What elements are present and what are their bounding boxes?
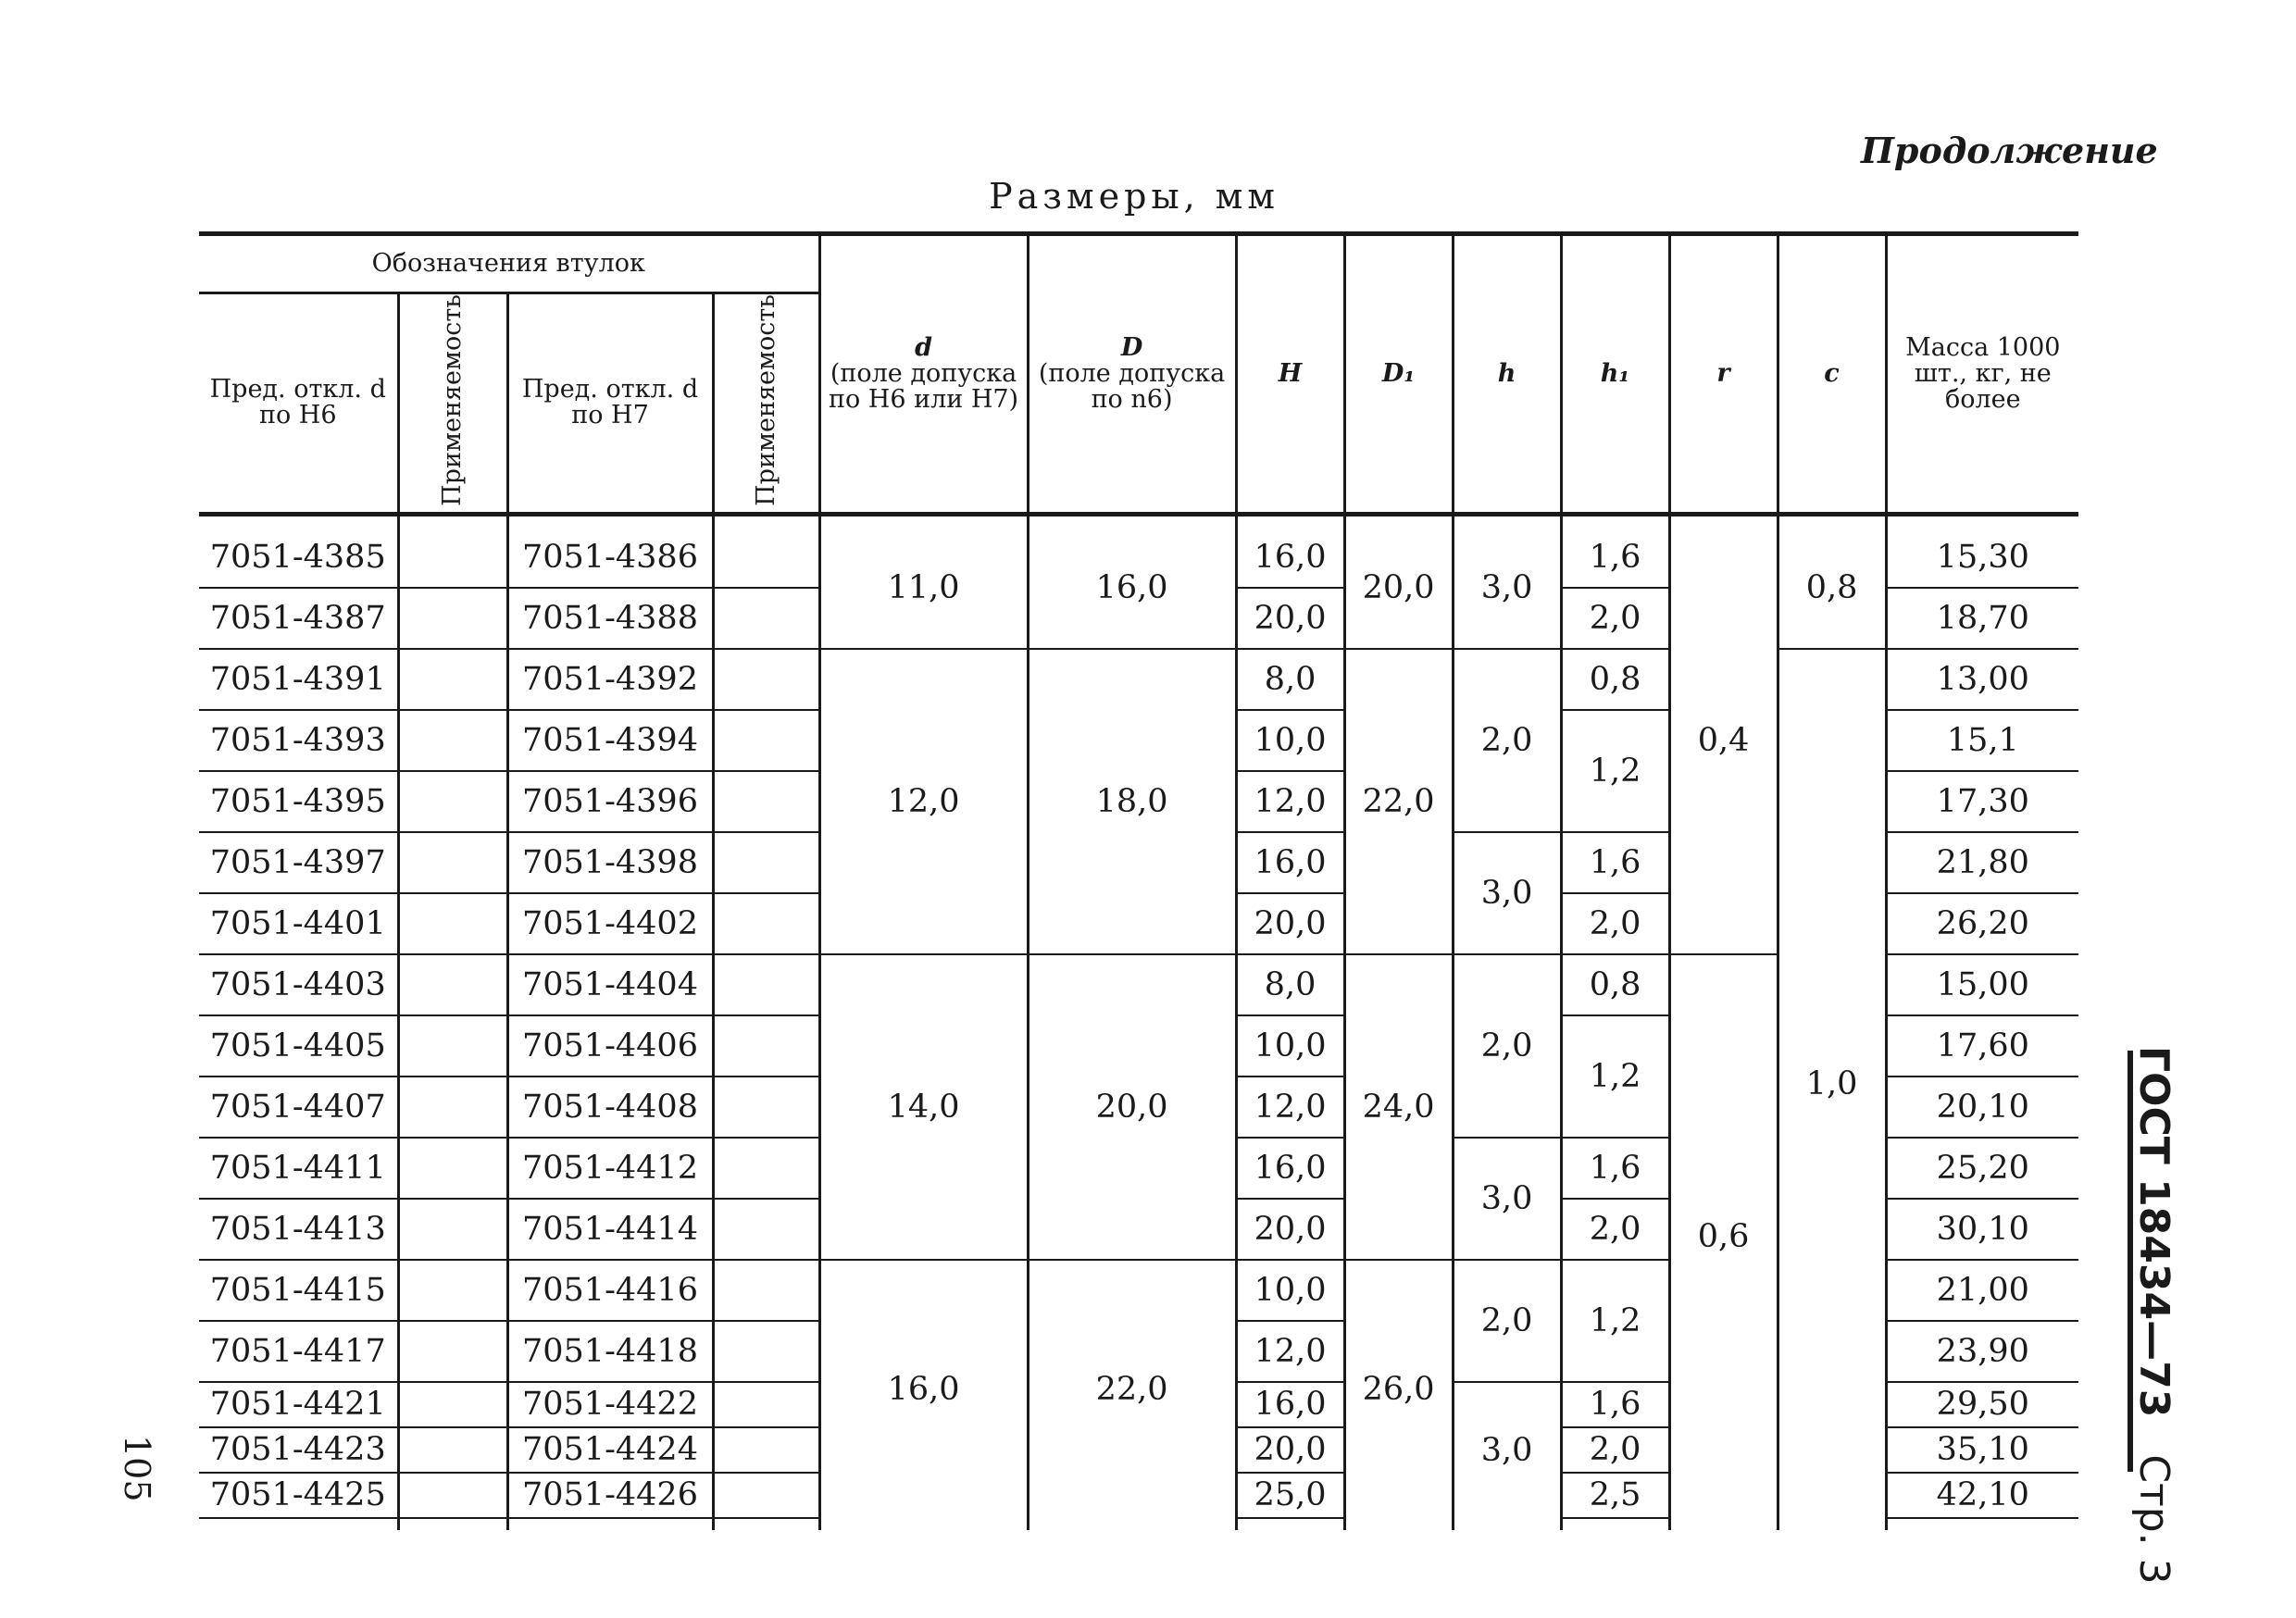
- mass-value: 18,70: [1886, 588, 2078, 649]
- applicability-cell: [398, 588, 507, 649]
- header-c: [1778, 234, 1886, 515]
- r-value: 0,4: [1669, 528, 1778, 954]
- applicability-cell: [398, 893, 507, 954]
- applicability-cell: [398, 528, 507, 588]
- H-value: 10,0: [1236, 710, 1344, 771]
- applicability-2-label: Применяемость: [751, 294, 780, 506]
- applicability-cell: [398, 1321, 507, 1382]
- mass-value: 30,10: [1886, 1199, 2078, 1260]
- header-r-symbol: r: [1716, 358, 1730, 388]
- table-header: [199, 234, 2078, 515]
- H-value: 16,0: [1236, 528, 1344, 588]
- code-h7: 7051-4412: [507, 1138, 713, 1199]
- applicability-cell: [713, 771, 819, 832]
- D-value: 18,0: [1028, 649, 1236, 954]
- h1-value: 0,8: [1561, 954, 1669, 1015]
- code-h6: 7051-4425: [199, 1473, 398, 1518]
- h-value: 2,0: [1453, 954, 1561, 1138]
- code-h6: 7051-4391: [199, 649, 398, 710]
- code-h7: 7051-4402: [507, 893, 713, 954]
- code-h7: 7051-4414: [507, 1199, 713, 1260]
- applicability-cell: [713, 1077, 819, 1138]
- header-D: [1028, 234, 1236, 515]
- code-h6: 7051-4421: [199, 1382, 398, 1427]
- code-h6: 7051-4423: [199, 1427, 398, 1473]
- table-caption: Размеры, мм: [989, 176, 1279, 217]
- code-h7: 7051-4386: [507, 528, 713, 588]
- page-number: 105: [117, 1435, 157, 1502]
- table-row: [199, 649, 2078, 710]
- code-h6: 7051-4395: [199, 771, 398, 832]
- code-h6: 7051-4411: [199, 1138, 398, 1199]
- header-D1-symbol: D₁: [1381, 358, 1416, 388]
- code-h7: 7051-4426: [507, 1473, 713, 1518]
- table-body: [199, 514, 2078, 1530]
- d-value: 14,0: [819, 954, 1028, 1260]
- applicability-cell: [713, 649, 819, 710]
- mass-value: 23,90: [1886, 1321, 2078, 1382]
- code-h6: 7051-4393: [199, 710, 398, 771]
- code-h6: 7051-4385: [199, 528, 398, 588]
- mass-value: 42,10: [1886, 1473, 2078, 1518]
- applicability-cell: [398, 1077, 507, 1138]
- h1-value: 1,2: [1561, 1260, 1669, 1382]
- code-h7: 7051-4398: [507, 832, 713, 893]
- applicability-cell: [713, 893, 819, 954]
- applicability-cell: [398, 1138, 507, 1199]
- standard-number: ГОСТ 18434—73: [2130, 1046, 2177, 1418]
- H-value: 8,0: [1236, 954, 1344, 1015]
- applicability-cell: [713, 1473, 819, 1518]
- applicability-cell: [398, 954, 507, 1015]
- h1-value: 1,2: [1561, 1015, 1669, 1138]
- mass-value: 29,50: [1886, 1382, 2078, 1427]
- h1-value: 2,5: [1561, 1473, 1669, 1518]
- H-value: 20,0: [1236, 893, 1344, 954]
- header-D1: [1344, 234, 1453, 515]
- mass-value: 15,00: [1886, 954, 2078, 1015]
- applicability-cell: [398, 649, 507, 710]
- code-h7: 7051-4416: [507, 1260, 713, 1321]
- D-value: 20,0: [1028, 954, 1236, 1260]
- code-h7: 7051-4424: [507, 1427, 713, 1473]
- standard-reference: [2130, 1046, 2177, 1585]
- header-d-desc: (поле допуска по H6 или H7): [828, 358, 1019, 414]
- mass-value: 35,10: [1886, 1427, 2078, 1473]
- applicability-cell: [713, 1321, 819, 1382]
- code-h6: 7051-4387: [199, 588, 398, 649]
- header-D-desc: (поле допуска по n6): [1038, 358, 1226, 414]
- d-value: 12,0: [819, 649, 1028, 954]
- mass-value: 20,10: [1886, 1077, 2078, 1138]
- dimensions-table: [199, 231, 2078, 1530]
- D1-value: 26,0: [1344, 1260, 1453, 1518]
- h1-value: 0,8: [1561, 649, 1669, 710]
- h1-value: 2,0: [1561, 893, 1669, 954]
- mass-value: 25,20: [1886, 1138, 2078, 1199]
- h-value: 2,0: [1453, 1260, 1561, 1382]
- applicability-cell: [713, 954, 819, 1015]
- mass-value: 13,00: [1886, 649, 2078, 710]
- H-value: 20,0: [1236, 1427, 1344, 1473]
- code-h7: 7051-4418: [507, 1321, 713, 1382]
- r-value: 0,6: [1669, 954, 1778, 1518]
- applicability-cell: [398, 1260, 507, 1321]
- applicability-cell: [398, 1199, 507, 1260]
- mass-value: 21,00: [1886, 1260, 2078, 1321]
- code-h6: 7051-4415: [199, 1260, 398, 1321]
- H-value: 16,0: [1236, 1382, 1344, 1427]
- h1-value: 1,6: [1561, 1382, 1669, 1427]
- code-h7: 7051-4408: [507, 1077, 713, 1138]
- h1-value: 1,6: [1561, 528, 1669, 588]
- H-value: 20,0: [1236, 1199, 1344, 1260]
- applicability-cell: [398, 832, 507, 893]
- h1-value: 2,0: [1561, 1427, 1669, 1473]
- H-value: 16,0: [1236, 832, 1344, 893]
- applicability-cell: [398, 1427, 507, 1473]
- applicability-cell: [713, 1382, 819, 1427]
- h-value: 3,0: [1453, 528, 1561, 649]
- applicability-cell: [713, 710, 819, 771]
- applicability-cell: [713, 1138, 819, 1199]
- header-H: [1236, 234, 1344, 515]
- header-d: [819, 234, 1028, 515]
- applicability-cell: [713, 1199, 819, 1260]
- bushing-designations-header: Обозначения втулок: [199, 234, 819, 293]
- applicability-cell: [398, 771, 507, 832]
- applicability-cell: [713, 1260, 819, 1321]
- H-value: 10,0: [1236, 1015, 1344, 1077]
- mass-value: 15,1: [1886, 710, 2078, 771]
- header-h1-symbol: h₁: [1600, 358, 1630, 388]
- code-h6: 7051-4413: [199, 1199, 398, 1260]
- header-D-symbol: D: [1120, 332, 1143, 362]
- h1-value: 2,0: [1561, 588, 1669, 649]
- applicability-cell: [398, 710, 507, 771]
- d-value: 16,0: [819, 1260, 1028, 1518]
- header-applicability-2: [713, 293, 819, 515]
- header-mass: Масса 1000 шт., кг, не более: [1886, 234, 2078, 515]
- H-value: 10,0: [1236, 1260, 1344, 1321]
- applicability-cell: [713, 1427, 819, 1473]
- D-value: 16,0: [1028, 528, 1236, 649]
- code-h6: 7051-4407: [199, 1077, 398, 1138]
- D1-value: 20,0: [1344, 528, 1453, 649]
- continued-label: Продолжение: [1861, 130, 2158, 171]
- applicability-cell: [713, 1015, 819, 1077]
- H-value: 16,0: [1236, 1138, 1344, 1199]
- applicability-1-label: Применяемость: [438, 294, 467, 506]
- h-value: 3,0: [1453, 1382, 1561, 1518]
- code-h6: 7051-4405: [199, 1015, 398, 1077]
- H-value: 8,0: [1236, 649, 1344, 710]
- D-value: 22,0: [1028, 1260, 1236, 1518]
- code-h6: 7051-4401: [199, 893, 398, 954]
- applicability-cell: [398, 1015, 507, 1077]
- header-H-symbol: H: [1278, 358, 1303, 388]
- mass-value: 15,30: [1886, 528, 2078, 588]
- applicability-cell: [713, 528, 819, 588]
- h-value: 2,0: [1453, 649, 1561, 832]
- header-h6: Пред. откл. d по H6: [209, 375, 386, 430]
- code-h7: 7051-4404: [507, 954, 713, 1015]
- D1-value: 22,0: [1344, 649, 1453, 954]
- header-r: [1669, 234, 1778, 515]
- header-h7: Пред. откл. d по H7: [507, 293, 713, 515]
- d-value: 11,0: [819, 528, 1028, 649]
- header-d-symbol: d: [915, 332, 932, 362]
- code-h7: 7051-4396: [507, 771, 713, 832]
- header-c-symbol: c: [1824, 358, 1840, 388]
- code-h7: 7051-4394: [507, 710, 713, 771]
- header-h1: [1561, 234, 1669, 515]
- applicability-cell: [713, 832, 819, 893]
- h1-value: 1,2: [1561, 710, 1669, 832]
- code-h6: 7051-4403: [199, 954, 398, 1015]
- standard-page: Стр. 3: [2130, 1454, 2177, 1585]
- h-value: 3,0: [1453, 1138, 1561, 1260]
- applicability-cell: [398, 1382, 507, 1427]
- H-value: 12,0: [1236, 1077, 1344, 1138]
- h1-value: 1,6: [1561, 1138, 1669, 1199]
- header-h-symbol: h: [1497, 358, 1516, 388]
- applicability-cell: [398, 1473, 507, 1518]
- header-h: [1453, 234, 1561, 515]
- H-value: 20,0: [1236, 588, 1344, 649]
- c-value: 1,0: [1778, 649, 1886, 1518]
- code-h7: 7051-4388: [507, 588, 713, 649]
- mass-value: 26,20: [1886, 893, 2078, 954]
- code-h7: 7051-4406: [507, 1015, 713, 1077]
- mass-value: 17,30: [1886, 771, 2078, 832]
- h1-value: 2,0: [1561, 1199, 1669, 1260]
- mass-value: 17,60: [1886, 1015, 2078, 1077]
- H-value: 12,0: [1236, 771, 1344, 832]
- h1-value: 1,6: [1561, 832, 1669, 893]
- H-value: 12,0: [1236, 1321, 1344, 1382]
- code-h7: 7051-4392: [507, 649, 713, 710]
- D1-value: 24,0: [1344, 954, 1453, 1260]
- code-h6: 7051-4417: [199, 1321, 398, 1382]
- code-h6: 7051-4397: [199, 832, 398, 893]
- applicability-cell: [713, 588, 819, 649]
- header-applicability-1: [398, 293, 507, 515]
- table-row: [199, 528, 2078, 588]
- c-value: 0,8: [1778, 528, 1886, 649]
- code-h7: 7051-4422: [507, 1382, 713, 1427]
- mass-value: 21,80: [1886, 832, 2078, 893]
- h-value: 3,0: [1453, 832, 1561, 954]
- H-value: 25,0: [1236, 1473, 1344, 1518]
